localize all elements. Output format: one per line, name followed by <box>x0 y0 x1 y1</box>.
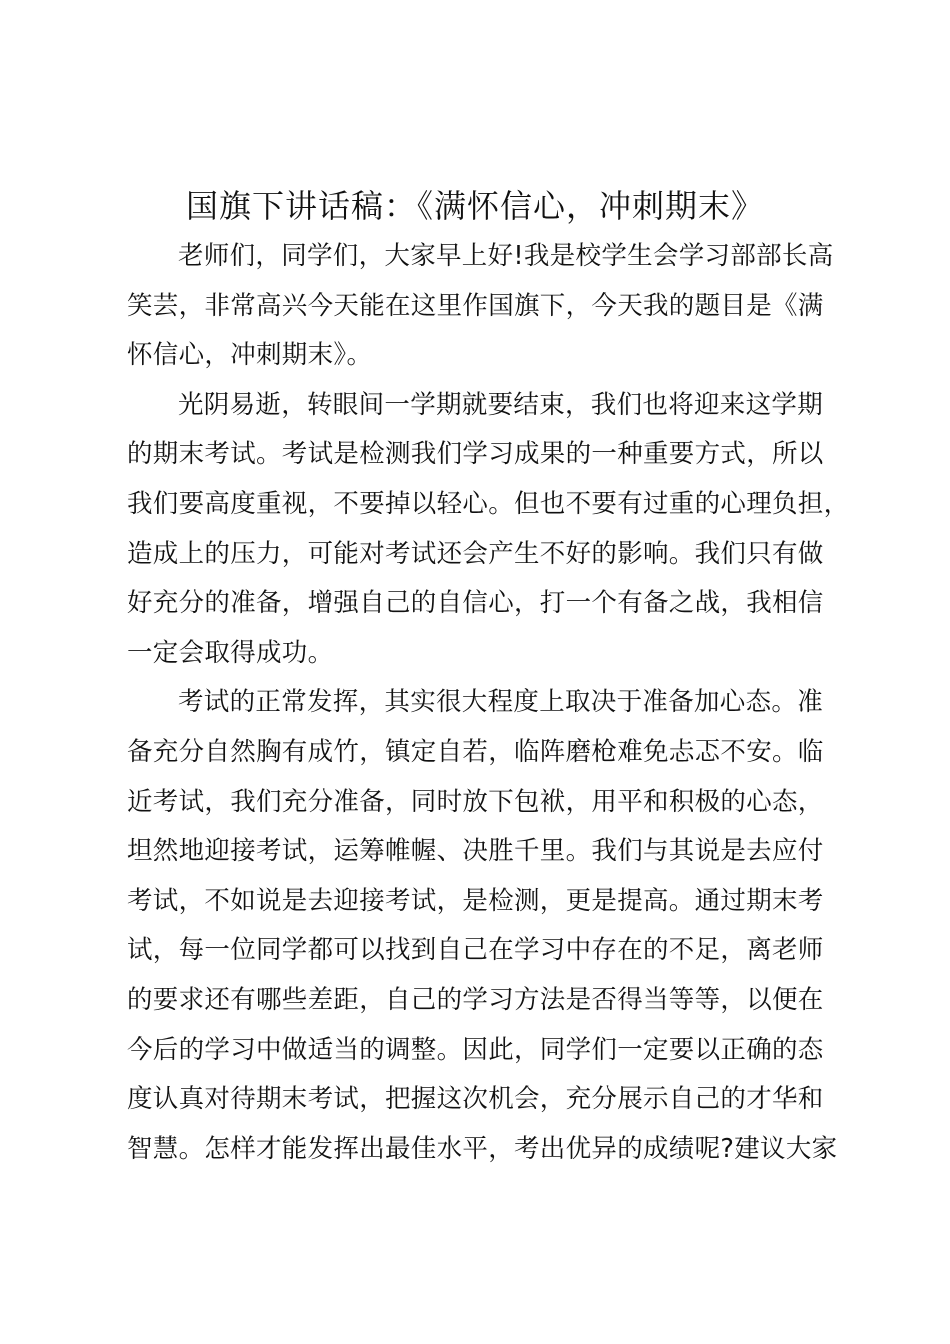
paragraph-line: 怀信心，冲刺期末》。 <box>127 340 373 371</box>
paragraph-line: 我们要高度重视，不要掉以轻心。但也不要有过重的心理负担， <box>127 488 850 519</box>
paragraph-line: 备充分自然胸有成竹，镇定自若，临阵磨枪难免忐忑不安。临 <box>127 736 824 767</box>
paragraph-line: 造成上的压力，可能对考试还会产生不好的影响。我们只有做 <box>127 538 824 569</box>
paragraph-line: 笑芸，非常高兴今天能在这里作国旗下，今天我的题目是《满 <box>127 290 824 321</box>
paragraph-line: 好充分的准备，增强自己的自信心，打一个有备之战，我相信 <box>127 588 824 619</box>
paragraph-line: 光阴易逝，转眼间一学期就要结束，我们也将迎来这学期 <box>178 389 824 420</box>
document-body <box>127 232 850 1174</box>
paragraph-line: 今后的学习中做适当的调整。因此，同学们一定要以正确的态 <box>127 1034 824 1065</box>
paragraph-line: 老师们，同学们，大家早上好!我是校学生会学习部部长高 <box>178 241 834 271</box>
paragraph-line: 近考试，我们充分准备，同时放下包袱，用平和积极的心态， <box>127 786 824 817</box>
document-title: 国旗下讲话稿：《满怀信心，冲刺期末》 <box>185 187 764 225</box>
paragraph-line: 一定会取得成功。 <box>127 637 334 668</box>
paragraph-line: 的期末考试。考试是检测我们学习成果的一种重要方式，所以 <box>127 439 824 470</box>
paragraph-line: 坦然地迎接考试，运筹帷幄、决胜千里。我们与其说是去应付 <box>127 836 824 867</box>
paragraph-line: 度认真对待期末考试，把握这次机会，充分展示自己的才华和 <box>127 1084 824 1115</box>
paragraph-line: 的要求还有哪些差距，自己的学习方法是否得当等等，以便在 <box>127 984 824 1015</box>
paragraph-line: 考试的正常发挥，其实很大程度上取决于准备加心态。准 <box>178 687 824 718</box>
paragraph-line: 考试，不如说是去迎接考试，是检测，更是提高。通过期末考 <box>127 885 824 916</box>
paragraph-line: 智慧。怎样才能发挥出最佳水平，考出优异的成绩呢?建议大家 <box>127 1133 838 1164</box>
paragraph-line: 试，每一位同学都可以找到自己在学习中存在的不足，离老师 <box>127 935 824 966</box>
